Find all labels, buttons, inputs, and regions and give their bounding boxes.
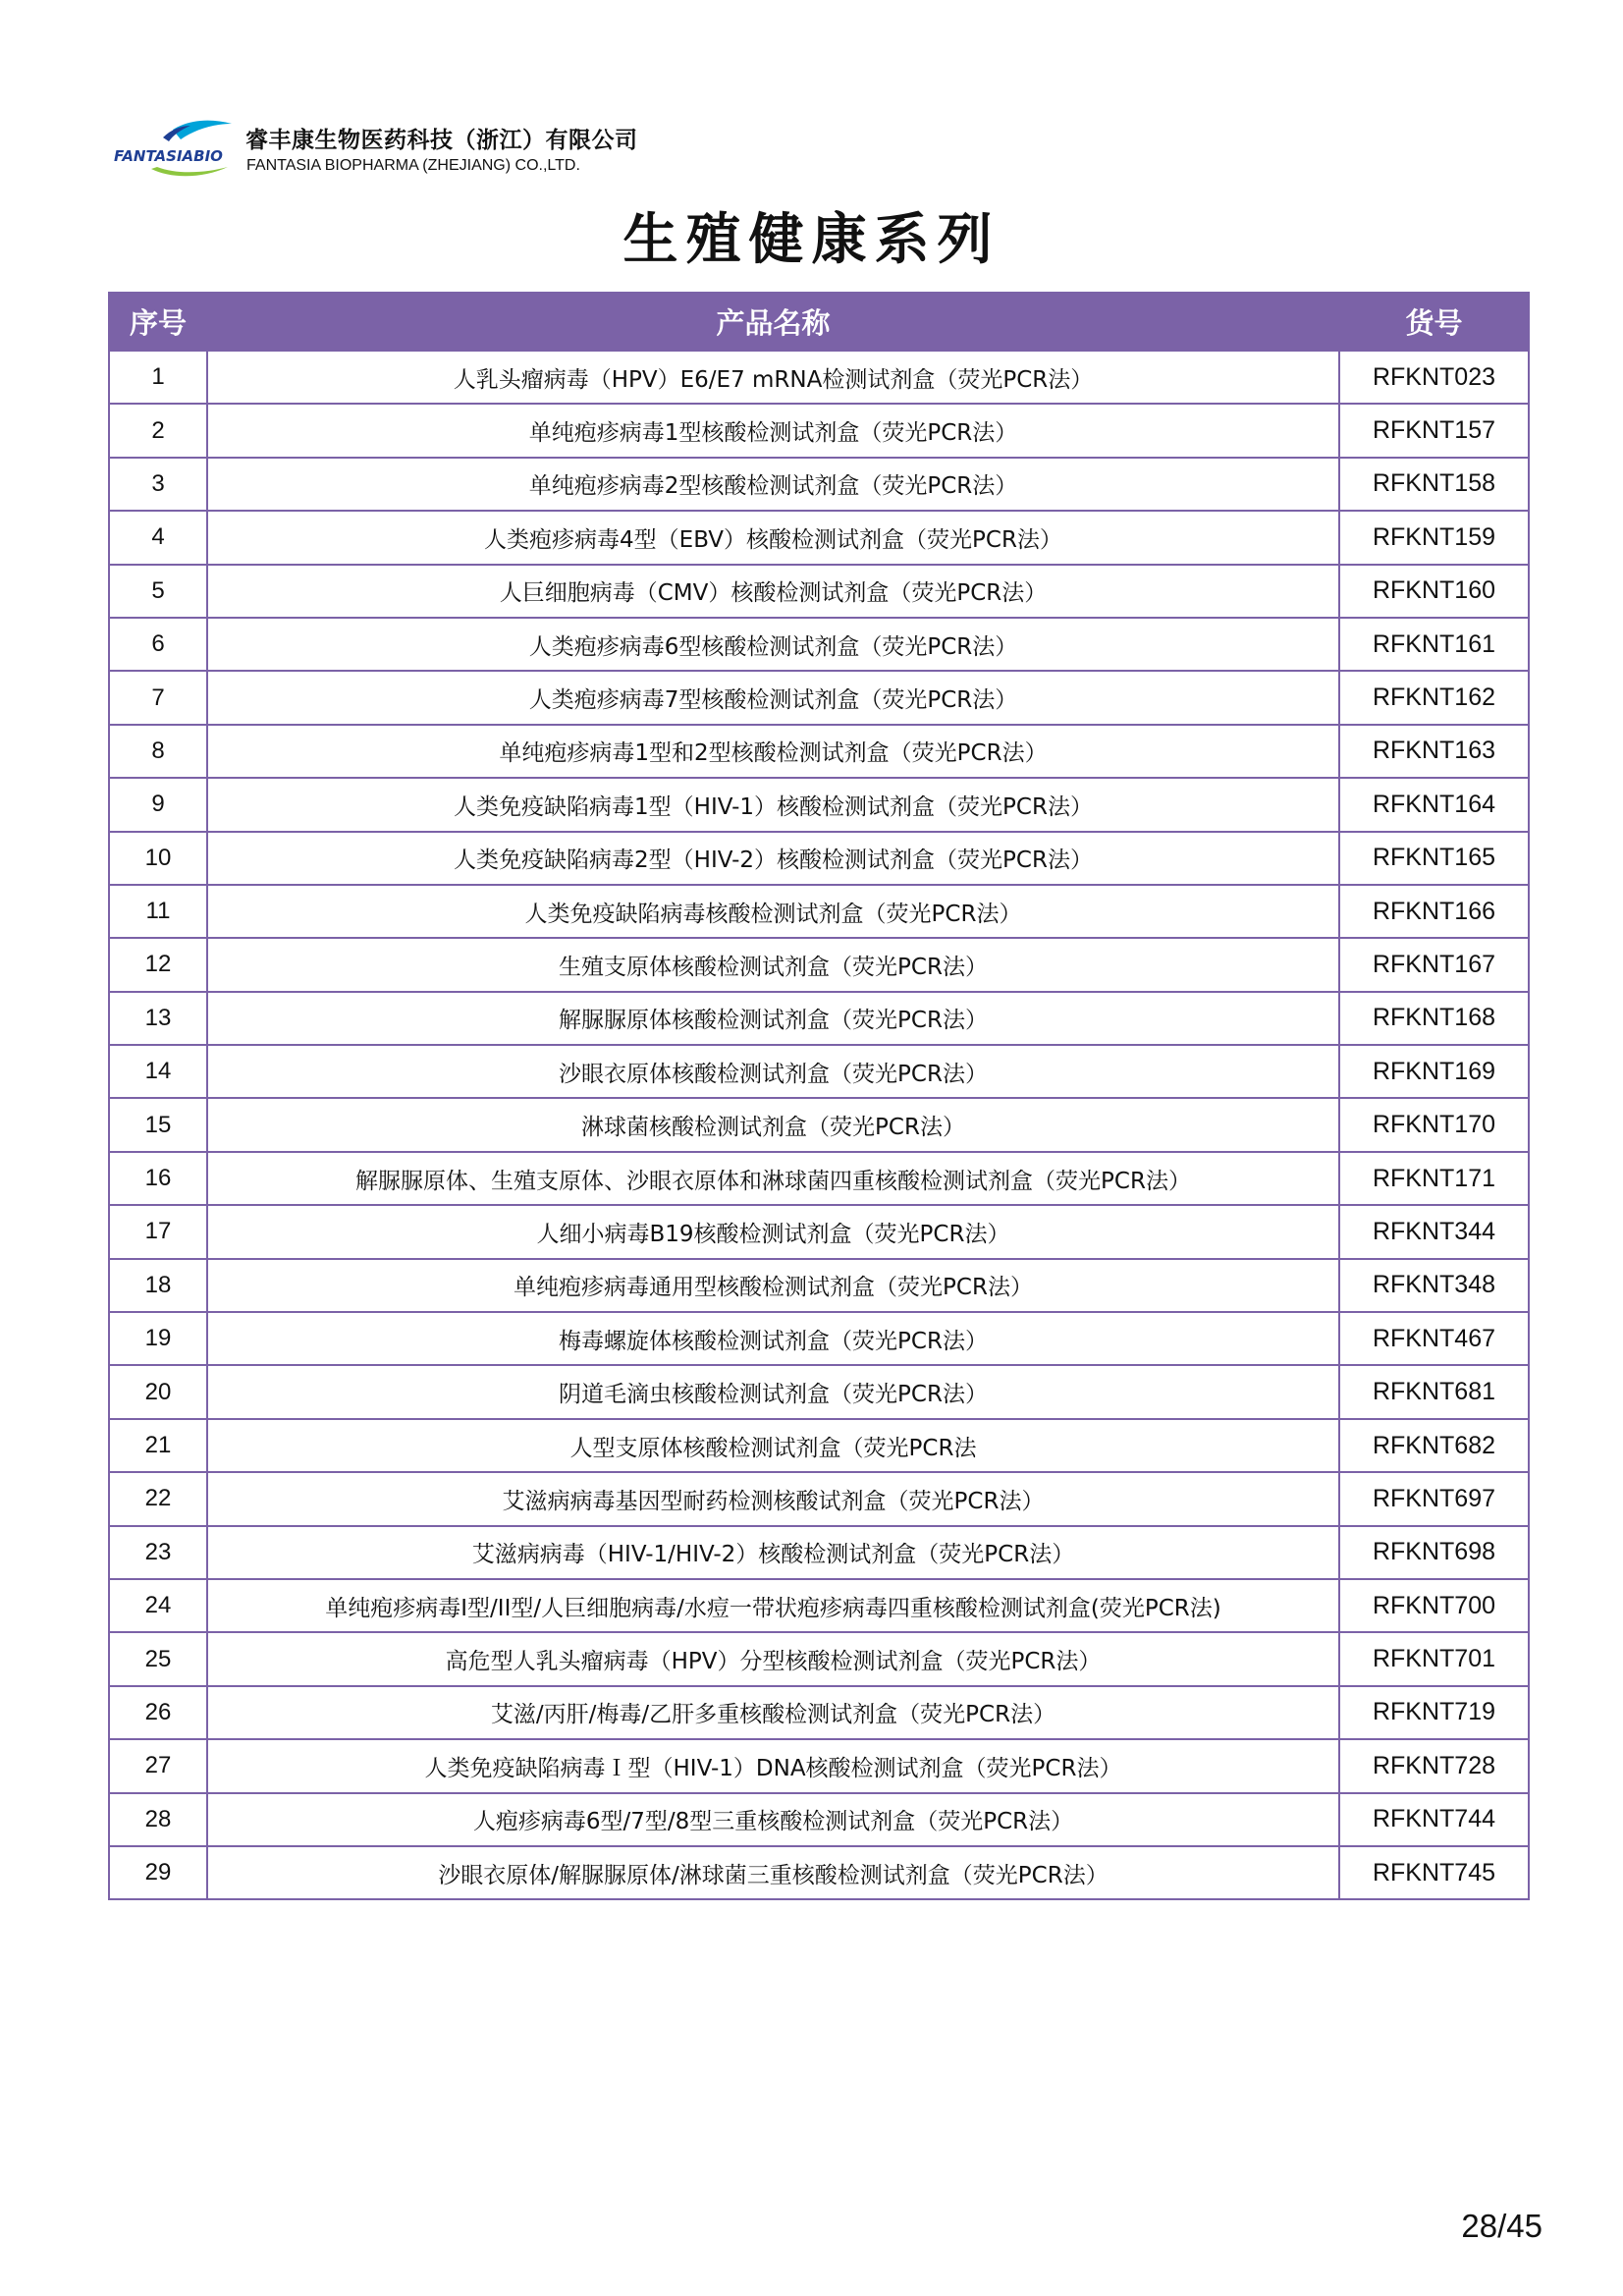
row-number: 8 [109,725,207,778]
table-row [109,1793,1529,1846]
item-code: RFKNT700 [1339,1579,1529,1632]
row-number: 22 [109,1472,207,1525]
table-row [109,1472,1529,1525]
item-code: RFKNT698 [1339,1526,1529,1579]
item-code: RFKNT719 [1339,1686,1529,1739]
company-header [112,116,701,185]
product-name: 人细小病毒B19核酸检测试剂盒（荧光PCR法） [207,1205,1339,1258]
product-name: 人类免疫缺陷病毒1型（HIV-1）核酸检测试剂盒（荧光PCR法） [207,778,1339,831]
row-number: 25 [109,1632,207,1685]
item-code: RFKNT697 [1339,1472,1529,1525]
product-name: 高危型人乳头瘤病毒（HPV）分型核酸检测试剂盒（荧光PCR法） [207,1632,1339,1685]
product-name: 人类免疫缺陷病毒2型（HIV-2）核酸检测试剂盒（荧光PCR法） [207,832,1339,885]
row-number: 16 [109,1152,207,1205]
row-number: 27 [109,1739,207,1792]
row-number: 17 [109,1205,207,1258]
item-code: RFKNT171 [1339,1152,1529,1205]
table-row [109,1312,1529,1365]
product-name: 人类免疫缺陷病毒Ｉ型（HIV-1）DNA核酸检测试剂盒（荧光PCR法） [207,1739,1339,1792]
table-row [109,1579,1529,1632]
row-number: 10 [109,832,207,885]
column-header-product-name: 产品名称 [207,293,1339,351]
product-table [108,292,1530,1900]
item-code: RFKNT682 [1339,1419,1529,1472]
page-title: 生殖健康系列 [622,208,1001,272]
item-code: RFKNT165 [1339,832,1529,885]
product-name: 人乳头瘤病毒（HPV）E6/E7 mRNA检测试剂盒（荧光PCR法） [207,351,1339,404]
company-name-en: FANTASIA BIOPHARMA (ZHEJIANG) CO.,LTD. [246,157,580,174]
item-code: RFKNT744 [1339,1793,1529,1846]
row-number: 20 [109,1365,207,1418]
table-row [109,832,1529,885]
item-code: RFKNT160 [1339,565,1529,618]
product-name: 人类免疫缺陷病毒核酸检测试剂盒（荧光PCR法） [207,885,1339,938]
column-header-item-code: 货号 [1339,293,1529,351]
product-name: 阴道毛滴虫核酸检测试剂盒（荧光PCR法） [207,1365,1339,1418]
row-number: 15 [109,1098,207,1151]
product-name: 人疱疹病毒6型/7型/8型三重核酸检测试剂盒（荧光PCR法） [207,1793,1339,1846]
row-number: 7 [109,671,207,724]
item-code: RFKNT163 [1339,725,1529,778]
table-row [109,351,1529,404]
table-row [109,1686,1529,1739]
product-name: 淋球菌核酸检测试剂盒（荧光PCR法） [207,1098,1339,1151]
item-code: RFKNT161 [1339,618,1529,671]
table-row [109,1152,1529,1205]
item-code: RFKNT170 [1339,1098,1529,1151]
item-code: RFKNT467 [1339,1312,1529,1365]
row-number: 4 [109,511,207,564]
row-number: 13 [109,992,207,1045]
product-name: 解脲脲原体核酸检测试剂盒（荧光PCR法） [207,992,1339,1045]
item-code: RFKNT745 [1339,1846,1529,1899]
fantasiabio-logo [112,116,240,185]
item-code: RFKNT157 [1339,404,1529,457]
table-row [109,1365,1529,1418]
item-code: RFKNT166 [1339,885,1529,938]
item-code: RFKNT164 [1339,778,1529,831]
product-name: 人类疱疹病毒6型核酸检测试剂盒（荧光PCR法） [207,618,1339,671]
row-number: 26 [109,1686,207,1739]
table-row [109,1259,1529,1312]
row-number: 6 [109,618,207,671]
row-number: 24 [109,1579,207,1632]
logo-text: FANTASIABIO [114,147,223,165]
row-number: 23 [109,1526,207,1579]
row-number: 14 [109,1045,207,1098]
table-row [109,1205,1529,1258]
table-row [109,1739,1529,1792]
item-code: RFKNT681 [1339,1365,1529,1418]
product-name: 单纯疱疹病毒1型和2型核酸检测试剂盒（荧光PCR法） [207,725,1339,778]
item-code: RFKNT344 [1339,1205,1529,1258]
table-row [109,778,1529,831]
table-header-row [109,293,1529,351]
table-row [109,938,1529,991]
product-name: 艾滋病病毒（HIV-1/HIV-2）核酸检测试剂盒（荧光PCR法） [207,1526,1339,1579]
item-code: RFKNT167 [1339,938,1529,991]
table-row [109,1045,1529,1098]
product-name: 单纯疱疹病毒I型/II型/人巨细胞病毒/水痘一带状疱疹病毒四重核酸检测试剂盒(荧光PCR法) [207,1579,1339,1632]
row-number: 1 [109,351,207,404]
company-name-cn: 睿丰康生物医药科技（浙江）有限公司 [245,128,638,153]
product-name: 单纯疱疹病毒1型核酸检测试剂盒（荧光PCR法） [207,404,1339,457]
product-name: 单纯疱疹病毒通用型核酸检测试剂盒（荧光PCR法） [207,1259,1339,1312]
row-number: 5 [109,565,207,618]
table-row [109,1526,1529,1579]
table-row [109,1632,1529,1685]
row-number: 21 [109,1419,207,1472]
table-row [109,885,1529,938]
product-name: 人类疱疹病毒4型（EBV）核酸检测试剂盒（荧光PCR法） [207,511,1339,564]
table-row [109,1098,1529,1151]
page-number: 28/45 [1461,2208,1542,2244]
table-row [109,404,1529,457]
row-number: 19 [109,1312,207,1365]
table-row [109,725,1529,778]
item-code: RFKNT348 [1339,1259,1529,1312]
product-name: 生殖支原体核酸检测试剂盒（荧光PCR法） [207,938,1339,991]
item-code: RFKNT728 [1339,1739,1529,1792]
row-number: 12 [109,938,207,991]
item-code: RFKNT168 [1339,992,1529,1045]
row-number: 18 [109,1259,207,1312]
item-code: RFKNT169 [1339,1045,1529,1098]
row-number: 28 [109,1793,207,1846]
table-row [109,1419,1529,1472]
row-number: 29 [109,1846,207,1899]
item-code: RFKNT023 [1339,351,1529,404]
row-number: 3 [109,458,207,511]
item-code: RFKNT162 [1339,671,1529,724]
product-name: 沙眼衣原体/解脲脲原体/淋球菌三重核酸检测试剂盒（荧光PCR法） [207,1846,1339,1899]
item-code: RFKNT159 [1339,511,1529,564]
product-name: 单纯疱疹病毒2型核酸检测试剂盒（荧光PCR法） [207,458,1339,511]
column-header-number: 序号 [109,293,207,351]
row-number: 9 [109,778,207,831]
table-body [109,351,1529,1899]
product-name: 艾滋病病毒基因型耐药检测核酸试剂盒（荧光PCR法） [207,1472,1339,1525]
product-name: 人巨细胞病毒（CMV）核酸检测试剂盒（荧光PCR法） [207,565,1339,618]
table-row [109,671,1529,724]
product-name: 解脲脲原体、生殖支原体、沙眼衣原体和淋球菌四重核酸检测试剂盒（荧光PCR法） [207,1152,1339,1205]
table-row [109,992,1529,1045]
table-row [109,458,1529,511]
product-name: 人型支原体核酸检测试剂盒（荧光PCR法 [207,1419,1339,1472]
table-row [109,511,1529,564]
row-number: 11 [109,885,207,938]
table-row [109,565,1529,618]
item-code: RFKNT158 [1339,458,1529,511]
table-row [109,618,1529,671]
product-name: 沙眼衣原体核酸检测试剂盒（荧光PCR法） [207,1045,1339,1098]
table-row [109,1846,1529,1899]
row-number: 2 [109,404,207,457]
item-code: RFKNT701 [1339,1632,1529,1685]
product-name: 人类疱疹病毒7型核酸检测试剂盒（荧光PCR法） [207,671,1339,724]
product-name: 梅毒螺旋体核酸检测试剂盒（荧光PCR法） [207,1312,1339,1365]
product-name: 艾滋/丙肝/梅毒/乙肝多重核酸检测试剂盒（荧光PCR法） [207,1686,1339,1739]
